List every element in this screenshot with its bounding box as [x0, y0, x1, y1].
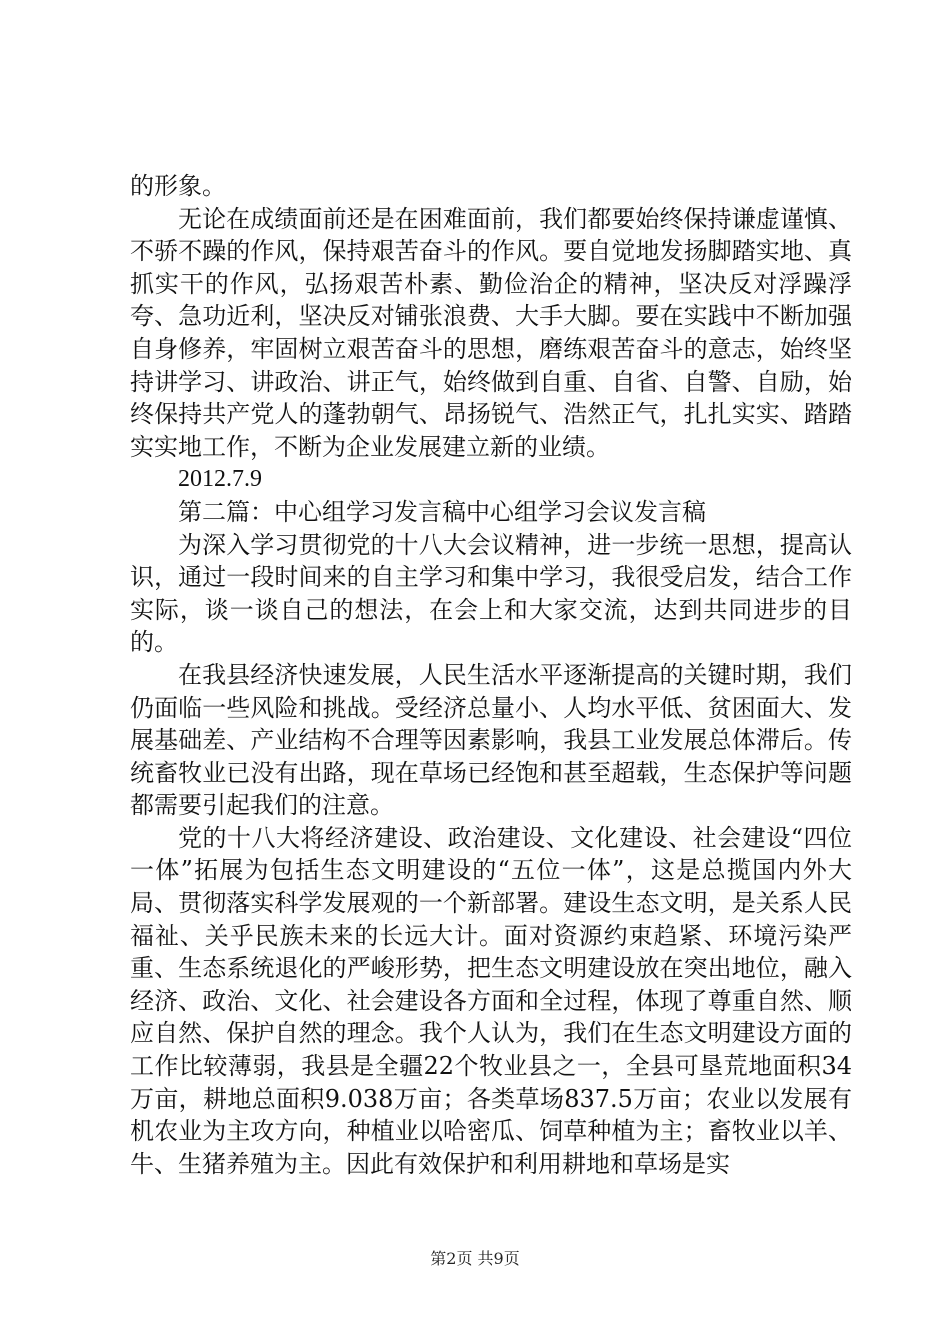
paragraph-hard-work: 无论在成绩面前还是在困难面前，我们都要始终保持谦虚谨慎、不骄不躁的作风，保持艰苦奋斗的作风。要自觉地发扬脚踏实地、真抓实干的作风，弘扬艰苦朴素、勤俭治企的精神，坚决反对浮躁浮夸、急功近利，坚决反对铺张浪费、大手大脚。要在实践中不断加强自身修养，牢固树立艰苦奋斗的思想，磨练艰苦奋斗的意志，始终坚持讲学习、讲政治、讲正气，始终做到自重、自省、自警、自励，始终保持共产党人的蓬勃朝气、昂扬锐气、浩然正气，扎扎实实、踏踏实实地工作，不断为企业发展建立新的业绩。: [130, 204, 852, 461]
section-heading: 第二篇：中心组学习发言稿中心组学习会议发言稿: [178, 497, 706, 526]
page-number-footer: 第2页 共9页: [430, 1249, 520, 1268]
date-line: 2012.7.9: [178, 466, 262, 493]
paragraph-challenges: 在我县经济快速发展，人民生活水平逐渐提高的关键时期，我们仍面临一些风险和挑战。受经济总量小、人均水平低、贫困面大、发展基础差、产业结构不合理等因素影响，我县工业发展总体滞后。传统畜牧业已没有出路，现在草场已经饱和甚至超载，生态保护等问题都需要引起我们的注意。: [130, 660, 852, 820]
paragraph-continuation: 的形象。: [130, 172, 226, 200]
paragraph-ecology: 党的十八大将经济建设、政治建设、文化建设、社会建设“四位一体”拓展为包括生态文明建设的“五位一体”，这是总揽国内外大局、贯彻落实科学发展观的一个新部署。建设生态文明，是关系人民福祉、关乎民族未来的长远大计。面对资源约束趋紧、环境污染严重、生态系统退化的严峻形势，把生态文明建设放在突出地位，融入经济、政治、文化、社会建设各方面和全过程，体现了尊重自然、顺应自然、保护自然的理念。我个人认为，我们在生态文明建设方面的工作比较薄弱，我县是全疆22个牧业县之一，全县可垦荒地面积34万亩，耕地总面积9.038万亩；各类草场837.5万亩；农业以发展有机农业为主攻方向，种植业以哈密瓜、饲草种植为主；畜牧业以羊、牛、生猪养殖为主。因此有效保护和利用耕地和草场是实: [130, 823, 852, 1178]
document-body: [130, 170, 852, 1180]
paragraph-intro: 为深入学习贯彻党的十八大会议精神，进一步统一思想，提高认识，通过一段时间来的自主学习和集中学习，我很受启发，结合工作实际，谈一谈自己的想法，在会上和大家交流，达到共同进步的目的。: [130, 530, 852, 657]
